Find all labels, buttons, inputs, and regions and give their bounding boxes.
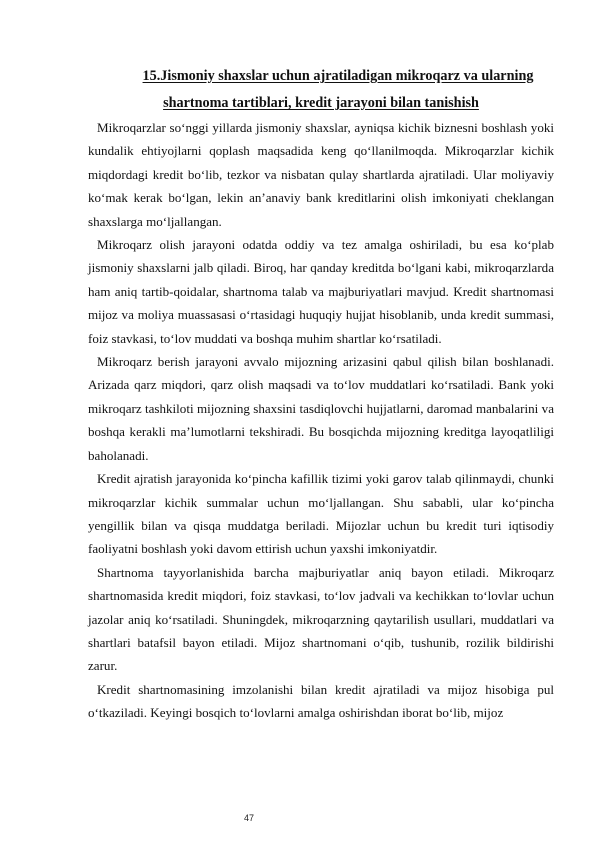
paragraph-4: Kredit ajratish jarayonida ko‘pincha kafillik tizimi yoki garov talab qilinmaydi, chunki mikroqarzlar kichik summalar uchun mo‘ljallangan. Shu sababli, ular ko‘pincha yengillik bilan va qisqa muddatga beriladi. Mijozlar uchun bu kredit turi iqtisodiy faoliyatni boshlash yoki davom ettirish uchun yaxshi imkoniyatdir.: [88, 471, 554, 557]
heading-line-2: shartnoma tartiblari, kredit jarayoni bilan tanishish: [163, 95, 479, 111]
paragraph-6: Kredit shartnomasining imzolanishi bilan kredit ajratiladi va mijoz hisobiga pul o‘tkaziladi. Keyingi bosqich to‘lovlarni amalga oshirishdan iborat bo‘lib, mijoz: [88, 681, 554, 721]
section-heading: [88, 63, 554, 117]
heading-line-1: 15.Jismoniy shaxslar uchun ajratiladigan mikroqarz va ularning: [142, 68, 534, 84]
page-number: 47: [244, 813, 255, 823]
paragraph-5: Shartnoma tayyorlanishida barcha majburiyatlar aniq bayon etiladi. Mikroqarz shartnomasida kredit miqdori, foiz stavkasi, to‘lov jadvali va kechikkan to‘lovlar uchun jazolar aniq ko‘rsatiladi. Shuningdek, mikroqarzning qaytarilish usullari, muddatlari va shartlari batafsil bayon etiladi. Mijoz shartnomani o‘qib, tushunib, rozilik bildirishi zarur.: [88, 564, 554, 674]
paragraph-1: Mikroqarzlar so‘nggi yillarda jismoniy shaxslar, ayniqsa kichik biznesni boshlash yoki kundalik ehtiyojlarni qoplash maqsadida keng qo‘llanilmoqda. Mikroqarzlar kichik miqdordagi kredit bo‘lib, tezkor va nisbatan qulay shartlarda ajratiladi. Ular moliyaviy ko‘mak kerak bo‘lgan, lekin an’anaviy bank kreditlarini olish imkoniyati cheklangan shaxslarga mo‘ljallangan.: [88, 120, 554, 229]
paragraph-3: Mikroqarz berish jarayoni avvalo mijozning arizasini qabul qilish bilan boshlanadi. Arizada qarz miqdori, qarz olish maqsadi va to‘lov muddatlari ko‘rsatiladi. Bank yoki mikroqarz tashkiloti mijozning shaxsini tasdiqlovchi hujjatlarni, daromad manbalarini va boshqa kerakli ma’lumotlarni tekshiradi. Bu bosqichda mijozning kreditga layoqatliligi baholanadi.: [88, 354, 554, 463]
body-text: [88, 116, 554, 725]
paragraph-2: Mikroqarz olish jarayoni odatda oddiy va tez amalga oshiriladi, bu esa ko‘plab jismoniy shaxslarni jalb qiladi. Biroq, har qanday kreditda bo‘lgani kabi, mikroqarzlarda ham aniq tartib-qoidalar, shartnoma talab va majburiyatlari mavjud. Kredit shartnomasi mijoz va moliya muassasasi o‘rtasidagi huquqiy hujjat hisoblanib, unda kredit summasi, foiz stavkasi, to‘lov muddati va boshqa muhim shartlar ko‘rsatiladi.: [88, 237, 554, 346]
